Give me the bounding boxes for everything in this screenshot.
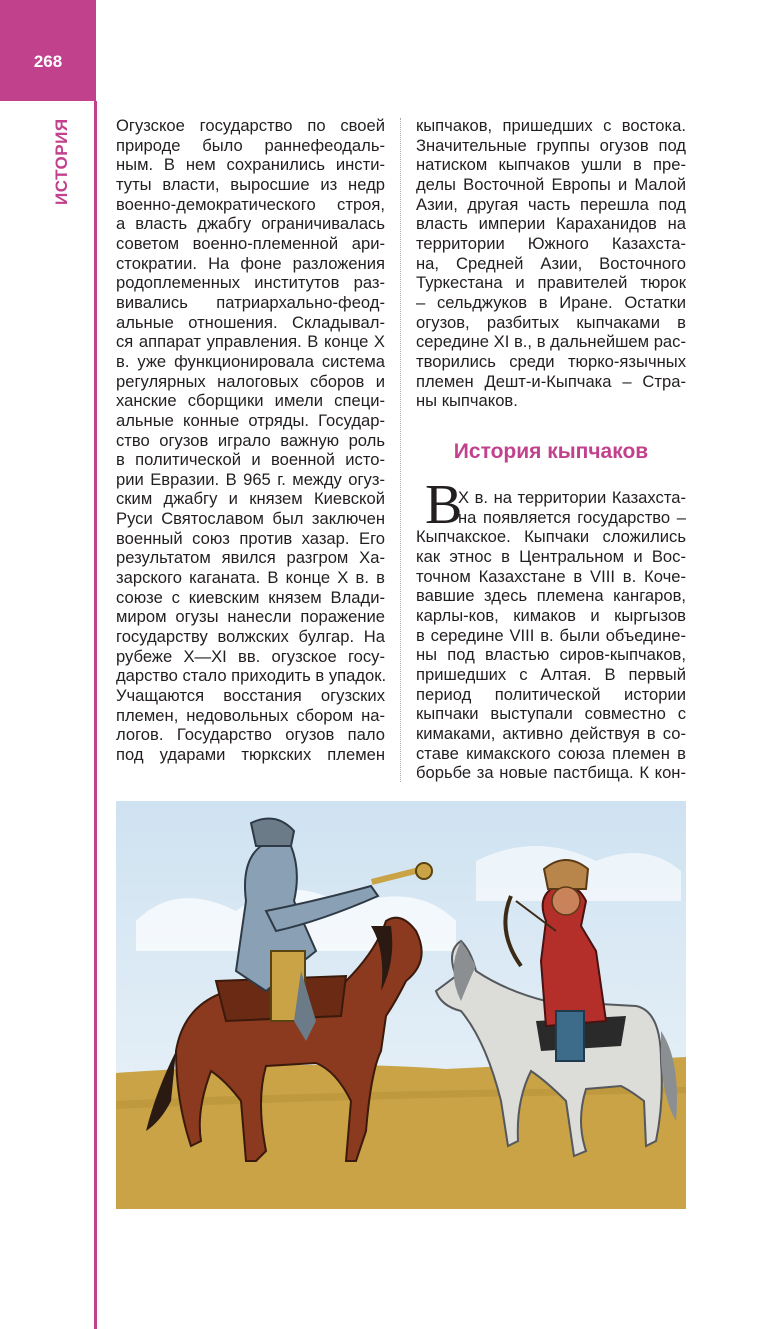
section-label: ИСТОРИЯ	[52, 118, 71, 205]
text-line: ным. В нем сохранились инсти-	[116, 155, 385, 175]
text-line: стократии. На фоне разложения	[116, 253, 385, 273]
text-line: туты власти, выросшие из недр	[116, 174, 385, 194]
text-line: рубеже X—XI вв. огузское госу-	[116, 646, 385, 666]
text-line: кыпчаки выступали совместно с	[416, 704, 686, 724]
text-line: борьбе за новые пастбища. К кон-	[416, 763, 686, 783]
text-line: советом военно-племенной ари-	[116, 233, 385, 253]
text-line: огузов, разбитых кыпчаками в	[416, 312, 686, 332]
left-column-text	[116, 116, 385, 765]
section-heading: История кыпчаков	[453, 440, 649, 463]
illustration-horsemen	[116, 801, 686, 1209]
text-line: точном Казахстане в VIII в. Коче-	[416, 566, 686, 586]
text-line: кыпчаков, пришедших с востока.	[416, 116, 686, 135]
text-line: – сельджуков в Иране. Остатки	[416, 292, 686, 312]
text-line: вавшие здесь племена кангаров,	[416, 586, 686, 606]
text-line: а власть джабгу ограничивалась	[116, 214, 385, 234]
text-line: рии Евразии. В 965 г. между огуз-	[116, 469, 385, 489]
text-line: альные конные отряды. Государ-	[116, 410, 385, 430]
text-line: государству волжских булгар. На	[116, 627, 385, 647]
page-number: 268	[33, 52, 63, 71]
text-line: логов. Государство огузов пало	[116, 725, 385, 745]
margin-rule	[94, 101, 97, 1329]
text-line: ся аппарат управления. В конце X	[116, 332, 385, 352]
text-line: племен, недовольных сбором на-	[116, 705, 385, 725]
text-line: ханские сборщики имели специ-	[116, 391, 385, 411]
text-line: ны кыпчаков.	[416, 391, 518, 411]
text-line: кимаками, активно действуя в со-	[416, 723, 686, 743]
right-column-section-text	[416, 488, 686, 783]
text-line: ским джабгу и князем Киевской	[116, 489, 385, 509]
text-line: миром огузы нанесли поражение	[116, 607, 385, 627]
text-line: натиском кыпчаков ушли в пре-	[416, 155, 686, 175]
text-line: середине XI в., в дальнейшем рас-	[416, 332, 686, 352]
text-line: Руси Святославом был заключен	[116, 509, 385, 529]
text-line: вивались патриархально-феод-	[116, 292, 385, 312]
text-line: карлы-ков, кимаков и кыргызов	[416, 605, 686, 625]
text-line: альные отношения. Складывал-	[116, 312, 385, 332]
text-line: племен Дешт-и-Кыпчака – Стра-	[416, 371, 686, 391]
text-line: в. уже функционировала система	[116, 351, 385, 371]
text-line: как этнос в Центральном и Вос-	[416, 546, 686, 566]
text-line: период политической истории	[416, 684, 686, 704]
text-line: под ударами тюркских племен	[116, 745, 385, 764]
text-line: делы Восточной Европы и Малой	[416, 174, 686, 194]
text-line: союзе с киевским князем Влади-	[116, 587, 385, 607]
text-line: в политической и военной исто-	[116, 450, 385, 470]
text-line: Учащаются восстания огузских	[116, 686, 385, 706]
text-line: Огузское государство по своей	[116, 116, 385, 135]
text-line: ставе кимакского союза племен в	[416, 743, 686, 763]
text-line: природе было раннефеодаль-	[116, 135, 385, 155]
text-line: результатом явился разгром Ха-	[116, 548, 385, 568]
text-line: дарство стало приходить в упадок.	[116, 666, 387, 686]
text-line: Туркестана и правителей тюрок	[416, 273, 686, 293]
text-line: Кыпчакское. Кыпчаки сложились	[416, 527, 686, 547]
column-divider	[400, 118, 401, 782]
text-line: территории Южного Казахста-	[416, 233, 686, 253]
text-line: на появляется государство –	[458, 507, 686, 527]
text-line: военно-демократического строя,	[116, 194, 385, 214]
text-line: ство огузов играло важную роль	[116, 430, 385, 450]
text-line: Значительные группы огузов под	[416, 135, 686, 155]
text-line: военный союз против хазар. Его	[116, 528, 385, 548]
text-line: зарского каганата. В конце X в. в	[116, 568, 385, 588]
text-line: в середине VIII в. были объедине-	[416, 625, 686, 645]
text-line: ны под властью сиров-кыпчаков,	[416, 645, 686, 665]
text-line: Азии, другая часть перешла под	[416, 194, 686, 214]
right-column-text	[416, 116, 686, 411]
text-line: власть империи Караханидов на	[416, 214, 686, 234]
page-number-tab	[0, 0, 96, 101]
text-line: регулярных налоговых сборов и	[116, 371, 385, 391]
text-line: X в. на территории Казахста-	[458, 488, 686, 507]
drop-cap: В	[425, 474, 463, 536]
text-line: на, Средней Азии, Восточного	[416, 253, 686, 273]
text-line: пришедших с Алтая. В первый	[416, 664, 686, 684]
text-line: родоплеменных институтов раз-	[116, 273, 385, 293]
text-line: творились среди тюрко-язычных	[416, 351, 686, 371]
